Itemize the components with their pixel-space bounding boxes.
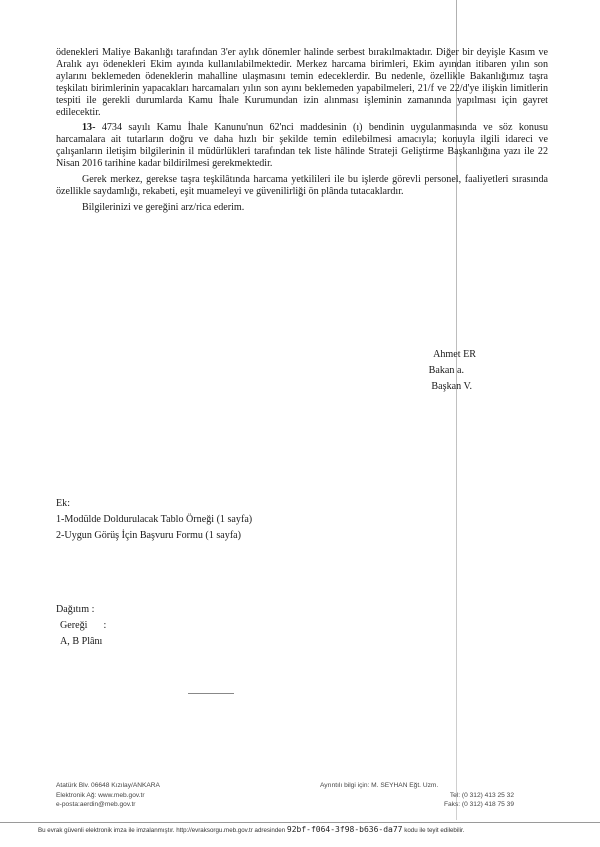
paragraph-transparency: Gerek merkez, gerekse taşra teşkilâtında harcama yetkilileri ile bu işlerde görevli personel, faaliyetleri sırasında özellikle saydamlığı, rekabeti, eşit muameleyi ve güvenilirliği ön plânda tutacaklardır. [56, 174, 548, 197]
verification-line [38, 823, 464, 838]
footer-contact-person: Ayrıntılı bilgi için: M. SEYHAN Eğt. Uzm. [320, 782, 439, 789]
distribution-section [56, 602, 256, 650]
attachment-item: 1-Modülde Doldurulacak Tablo Örneği (1 sayfa) [56, 514, 253, 525]
item-number: 13- [82, 122, 96, 134]
attachments-section [56, 496, 456, 544]
attachment-item: 2-Uygun Görüş İçin Başvuru Formu (1 sayfa) [56, 530, 242, 541]
footer-address: Atatürk Blv. 06648 Kızılay/ANKARA [56, 782, 160, 789]
footer-contact-block [320, 781, 514, 810]
action-row [56, 618, 256, 634]
attachments-heading: Ek: [56, 498, 71, 509]
footer-fax: Faks: (0 312) 418 75 39 [443, 801, 514, 809]
signatory-title: Bakan a. [428, 365, 464, 376]
verification-tail: kodu ile teyit edilebilir. [404, 827, 465, 834]
e-signature-verification-bar [0, 822, 600, 837]
action-colon: : [103, 620, 107, 631]
verification-code: 92bf-f064-3f98-b636-da77 [286, 825, 403, 834]
footer-address-block [56, 781, 316, 810]
footer-separator [188, 693, 234, 694]
distribution-label: Dağıtım : [56, 604, 95, 615]
paragraph-item-13 [56, 122, 548, 170]
paragraph-budget: ödenekleri Maliye Bakanlığı tarafından 3'er aylık dönemler halinde serbest bırakılmaktadır. Diğer bir deyişle Kasım ve Aralık ayı ödenekleri Ekim ayında kullanılabilmektedir. Merkez harcama birimleri, Ekim ayından itibaren yılın son aylarını beklemeden ödeneklerin mahalline ulaşmasını temin edeceklerdir. Bu nedenle, özellikle Bakanlığımız taşra teşkilatı birimlerinin yapacakları harcamaları yılın son ayını beklemeden yapabilmeleri, 21/f ve 22/d'ye ilişkin limitlerin tespiti ile gerekli durumlarda Kamu İhale Kurumundan izin alınması işleminin zamanında yapılması için gayret edilecektir. [56, 47, 548, 118]
signatory-name: Ahmet ER [433, 349, 476, 360]
action-label: Gereği [60, 620, 88, 631]
distribution-value: A, B Plânı [60, 636, 103, 647]
verification-lead: Bu evrak güvenli elektronik imza ile imzalanmıştır. http://evraksorgu.meb.gov.tr adresinden [38, 827, 286, 834]
footer-phone: Tel: (0 312) 413 25 32 [449, 791, 514, 799]
paragraph-closing: Bilgilerinizi ve gereğini arz/rica ederim. [82, 201, 245, 213]
letter-body [56, 47, 548, 226]
signatory-position: Başkan V. [431, 381, 472, 392]
signature-block [410, 347, 550, 395]
footer-website: Elektronik Ağ: www.meb.gov.tr [56, 791, 145, 799]
footer-email: e-posta:aerdin@meb.gov.tr [56, 801, 136, 809]
item-13-text: 4734 sayılı Kamu İhale Kanunu'nun 62'nci maddesinin (ı) bendinin uygulanmasında ve söz konusu harcamalara ait tutarların doğru ve daha hızlı bir şekilde temin edilebilmesi amacıyla; konuyla ilgili idareci ve çalışanların iletişim bilgilerinin il müdürlükleri tarafından tek liste hâlinde Strateji Geliştirme Başkanlığına yazı ile 22 Nisan 2016 tarihine kadar bildirilmesi gerekmektedir. [56, 122, 548, 170]
